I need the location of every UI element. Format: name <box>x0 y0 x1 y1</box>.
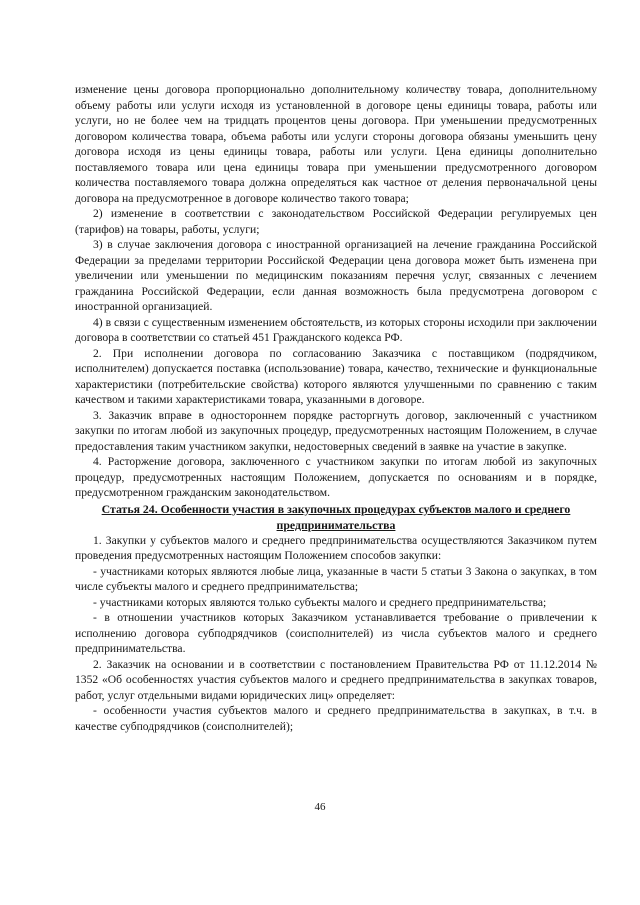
list-item: - в отношении участников которых Заказчиком устанавливается требование о привлечении к исполнению договора субподрядчиков (соисполнителей) из числа субъектов малого и среднего предпринимательства. <box>75 611 597 655</box>
paragraph: 4) в связи с существенным изменением обстоятельств, из которых стороны исходили при заключении договора в соответствии со статьей 451 Гражданского кодекса РФ. <box>75 315 597 344</box>
paragraph: 2. При исполнении договора по согласованию Заказчика с поставщиком (подрядчиком, исполнителем) допускается поставка (использование) товара, качество, технические и функциональные характеристики (потребительские свойства) которого являются улучшенными по сравнению с таким качеством и такими характеристиками товара, указанными в договоре. <box>75 346 597 406</box>
paragraph: 2. Заказчик на основании и в соответствии с постановлением Правительства РФ от 11.12.2014 № 1352 «Об особенностях участия субъектов малого и среднего предпринимательства в закупках товаров, работ, услуг отдельными видами юридических лиц» определяет: <box>75 657 597 702</box>
document-body <box>75 82 597 734</box>
paragraph: 3) в случае заключения договора с иностранной организацией на лечение гражданина Российской Федерации за пределами территории Российской Федерации цена договора может быть изменена при увеличении или уменьшении по медицинским показаниям перечня услуг, связанных с лечением гражданина Российской Федерации, если данная возможность была предусмотрена договором с иностранной организацией. <box>75 238 597 313</box>
list-item: - участниками которых являются любые лица, указанные в части 5 статьи 3 Закона о закупках, в том числе субъекты малого и среднего предпринимательства; <box>75 564 597 593</box>
paragraph: 3. Заказчик вправе в одностороннем порядке расторгнуть договор, заключенный с участником закупки по итогам любой из закупочных процедур, предусмотренных настоящим Положением, в случае предоставления таким участником закупки, недостоверных сведений в заявке на участие в закупке. <box>75 408 597 453</box>
paragraph: 2) изменение в соответствии с законодательством Российской Федерации регулируемых цен (тарифов) на товары, работы, услуги; <box>75 207 597 236</box>
paragraph: 1. Закупки у субъектов малого и среднего предпринимательства осуществляются Заказчиком путем проведения предусмотренных настоящим Положением способов закупки: <box>75 533 597 562</box>
article-heading: Статья 24. Особенности участия в закупочных процедурах субъектов малого и среднего предпринимательства <box>101 501 571 532</box>
paragraph: изменение цены договора пропорционально дополнительному количеству товара, дополнительному объему работы или услуги исходя из установленной в договоре цены единицы товара, работы или услуги, но не более чем на тридцать процентов цены договора. При уменьшении предусмотренных договором количества товара, объема работы или услуги стороны договора обязаны уменьшить цену договора исходя из цены единицы товара, работы или услуги. Цена единицы дополнительно поставляемого товара или цена единицы товара при уменьшении предусмотренного договором количества поставляемого товара должна определяться как частное от деления первоначальной цены договора на предусмотренное в договоре количество такого товара; <box>75 83 597 205</box>
list-item: - участниками которых являются только субъекты малого и среднего предпринимательства; <box>93 595 547 609</box>
list-item: - особенности участия субъектов малого и среднего предпринимательства в закупках, в т.ч. в качестве субподрядчиков (соисполнителей); <box>75 704 597 733</box>
page-number: 46 <box>314 801 326 813</box>
paragraph: 4. Расторжение договора, заключенного с участником закупки по итогам любой из закупочных процедур, предусмотренных настоящим Положением, допускается по основаниям и в порядке, предусмотренном гражданским законодательством. <box>75 455 597 499</box>
